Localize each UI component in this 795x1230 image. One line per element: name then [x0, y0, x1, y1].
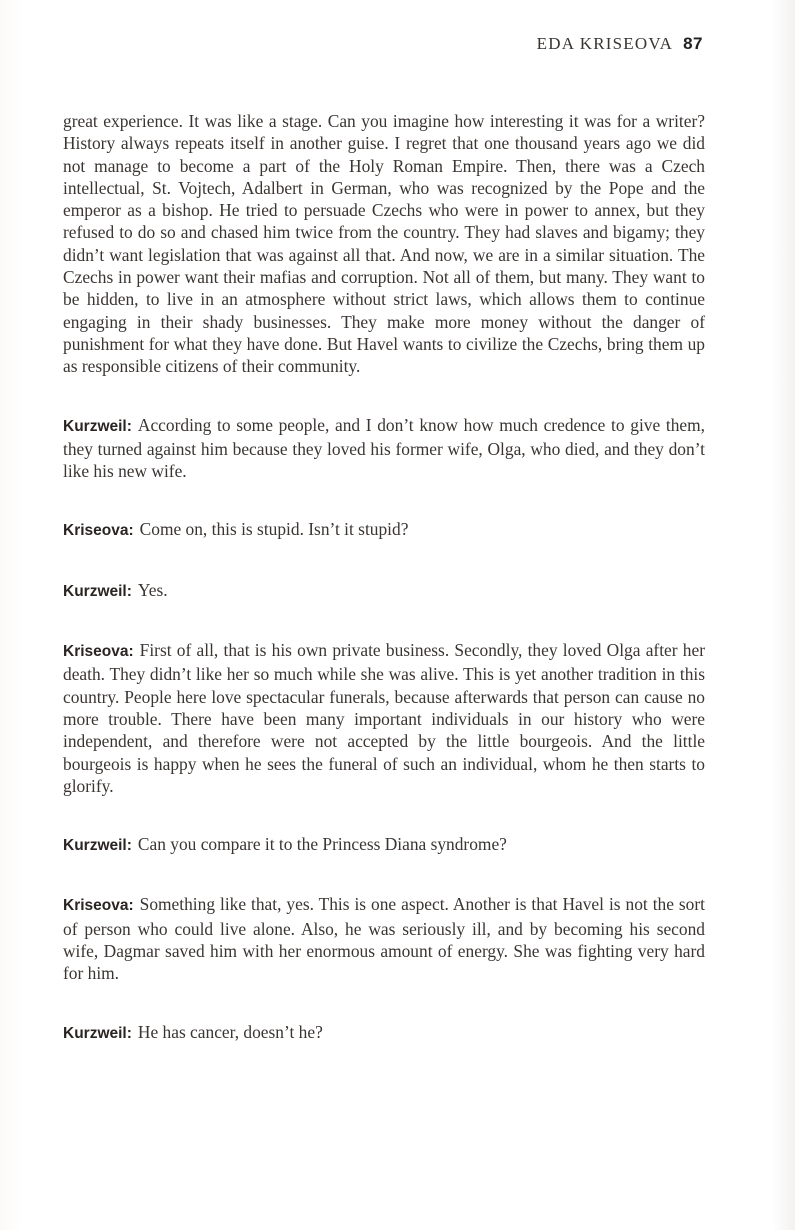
- paragraph-text: Something like that, yes. This is one aspect. Another is that Havel is not the sort of person who could live alone. Also, he was seriously ill, and by becoming his second wife, Dagmar saved him with her enormous amount of energy. She was fighting very hard for him.: [63, 894, 705, 984]
- speaker-label: Kriseova:: [63, 897, 134, 915]
- paragraph: [63, 893, 705, 984]
- speaker-label: Kurzweil:: [63, 1024, 132, 1042]
- interview-text: [63, 110, 705, 1081]
- paragraph: [63, 110, 705, 378]
- paragraph-text: Can you compare it to the Princess Diana syndrome?: [137, 834, 507, 855]
- paragraph-text: Yes.: [137, 579, 168, 600]
- paragraph: [63, 1021, 705, 1045]
- speaker-label: Kurzweil:: [63, 417, 132, 435]
- running-head-author: EDA KRISEOVA: [536, 34, 674, 53]
- paragraph: [63, 639, 705, 797]
- speaker-label: Kurzweil:: [63, 582, 132, 600]
- speaker-label: Kriseova:: [63, 643, 134, 661]
- page-number: 87: [683, 34, 703, 53]
- paragraph: [63, 518, 705, 542]
- paragraph-text: First of all, that is his own private business. Secondly, they loved Olga after her death. They didn’t like her so much while she was alive. This is yet another tradition in this country. People here love spectacular funerals, because afterwards that person can cause no more trouble. There have been many important individuals in our history who were independent, and therefore were not accepted by the little bourgeois. And the little bourgeois is happy when he sees the funeral of such an individual, whom he then starts to glorify.: [63, 640, 705, 796]
- paragraph-text: great experience. It was like a stage. Can you imagine how interesting it was for a writer? History always repeats itself in another guise. I regret that one thousand years ago we did not manage to become a part of the Holy Roman Empire. Then, there was a Czech intellectual, St. Vojtech, Adalbert in German, who was recognized by the Pope and the emperor as a bishop. He tried to persuade Czechs who were in power to annex, but they refused to do so and chased him twice from the country. They had slaves and bigamy; they didn’t want legislation that was against all that. And now, we are in a similar situation. The Czechs in power want their mafias and corruption. Not all of them, but many. They want to be hidden, to live in an atmosphere without strict laws, which allows them to continue engaging in their shady businesses. They make more money without the danger of punishment for what they have done. But Havel wants to civilize the Czechs, bring them up as responsible citizens of their community.: [63, 111, 705, 377]
- paragraph: [63, 579, 705, 603]
- paragraph: [63, 833, 705, 857]
- speaker-label: Kriseova:: [63, 522, 134, 540]
- speaker-label: Kurzweil:: [63, 837, 132, 855]
- running-head: [537, 34, 703, 54]
- paragraph-text: According to some people, and I don’t know how much credence to give them, they turned against him because they loved his former wife, Olga, who died, and they don’t like his new wife.: [63, 414, 705, 482]
- paragraph-text: Come on, this is stupid. Isn’t it stupid?: [139, 519, 409, 540]
- paragraph: [63, 414, 705, 483]
- paragraph-text: He has cancer, doesn’t he?: [137, 1021, 323, 1042]
